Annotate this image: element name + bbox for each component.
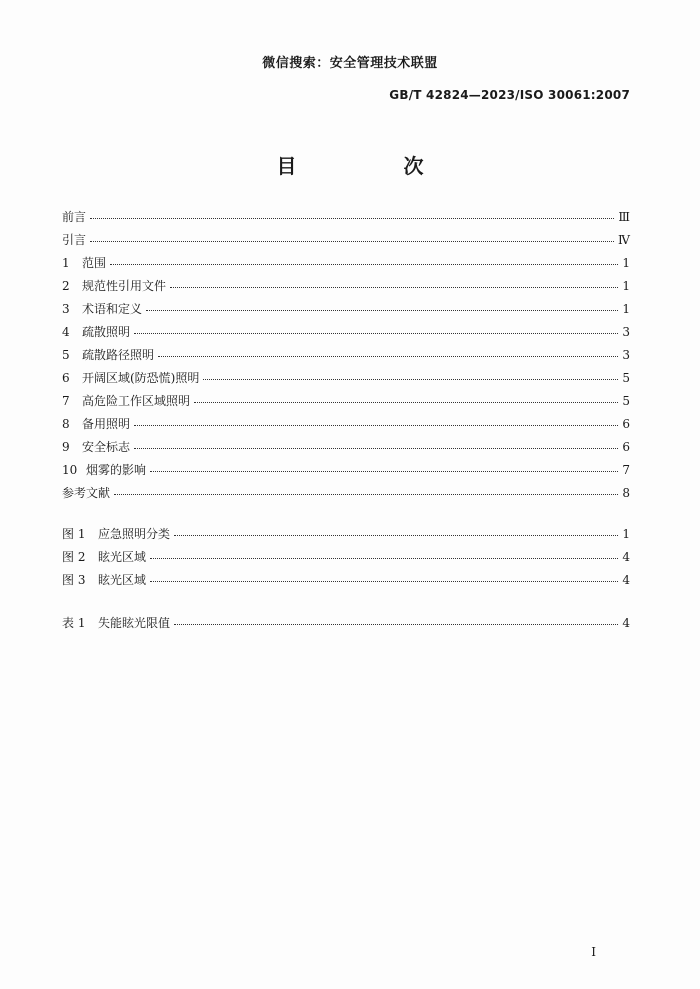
toc-entry-page: 4: [622, 616, 630, 630]
dot-leader: [174, 525, 618, 536]
toc-entry-page: 6: [622, 440, 630, 454]
dot-leader: [150, 571, 618, 582]
toc-entry-page: 3: [622, 325, 630, 339]
toc-entry-label: 备用照明: [82, 417, 131, 431]
toc-entry-section-2[interactable]: [62, 278, 630, 301]
toc-entry-page: 8: [622, 486, 630, 500]
toc-figures: [62, 526, 630, 595]
toc-entry-table-1[interactable]: [62, 615, 630, 638]
dot-leader: [146, 300, 618, 311]
dot-leader: [110, 254, 618, 265]
toc-entry-label: 引言: [62, 233, 87, 247]
toc-entry-number: 4: [62, 325, 70, 339]
toc-entry-page: 5: [622, 371, 630, 385]
dot-leader: [134, 438, 618, 449]
toc-entry-section-9[interactable]: [62, 439, 630, 462]
toc-entry-number: 图 3: [62, 573, 86, 587]
dot-leader: [134, 415, 618, 426]
dot-leader: [194, 392, 618, 403]
toc-sections: [62, 209, 630, 508]
toc-entry-label: 眩光区域: [98, 573, 147, 587]
toc-entry-foreword[interactable]: [62, 209, 630, 232]
toc-entry-label: 应急照明分类: [98, 527, 171, 541]
toc-entry-page: 1: [622, 256, 630, 270]
toc-entry-figure-3[interactable]: [62, 572, 630, 595]
toc-entry-label: 高危险工作区域照明: [82, 394, 191, 408]
toc-entry-page: Ⅳ: [618, 233, 630, 247]
toc-entry-label: 开阔区域(防恐慌)照明: [82, 371, 200, 385]
toc-entry-number: 10: [62, 463, 78, 477]
toc-entry-label: 疏散照明: [82, 325, 131, 339]
toc-entry-label: 术语和定义: [82, 302, 143, 316]
toc-title: 目 次: [276, 154, 474, 178]
toc-entry-section-5[interactable]: [62, 347, 630, 370]
toc-entry-label: 安全标志: [82, 440, 131, 454]
dot-leader: [150, 548, 618, 559]
toc-tables: [62, 615, 630, 638]
toc-entry-figure-1[interactable]: [62, 526, 630, 549]
toc-entry-page: 1: [622, 302, 630, 316]
toc-entry-number: 8: [62, 417, 70, 431]
toc-entry-label: 范围: [82, 256, 107, 270]
toc-entry-page: 4: [622, 573, 630, 587]
toc-entry-page: 1: [622, 279, 630, 293]
toc-entry-section-8[interactable]: [62, 416, 630, 439]
toc-entry-page: 5: [622, 394, 630, 408]
dot-leader: [170, 277, 618, 288]
toc-entry-section-6[interactable]: [62, 370, 630, 393]
toc-entry-label: 参考文献: [62, 486, 111, 500]
toc-entry-section-10[interactable]: [62, 462, 630, 485]
toc-entry-number: 3: [62, 302, 70, 316]
toc-entry-number: 图 1: [62, 527, 86, 541]
toc-entry-page: 3: [622, 348, 630, 362]
toc-entry-number: 1: [62, 256, 70, 270]
dot-leader: [134, 323, 618, 334]
dot-leader: [158, 346, 618, 357]
toc-entry-label: 疏散路径照明: [82, 348, 155, 362]
toc-entry-page: 7: [622, 463, 630, 477]
toc-entry-number: 2: [62, 279, 70, 293]
toc-entry-number: 9: [62, 440, 70, 454]
dot-leader: [90, 208, 614, 219]
toc-entry-section-1[interactable]: [62, 255, 630, 278]
toc-entry-bibliography[interactable]: [62, 485, 630, 508]
toc-entry-section-7[interactable]: [62, 393, 630, 416]
toc-entry-section-4[interactable]: [62, 324, 630, 347]
toc-entry-section-3[interactable]: [62, 301, 630, 324]
wechat-search-banner: 微信搜索：安全管理技术联盟: [262, 56, 438, 71]
dot-leader: [203, 369, 618, 380]
toc-entry-page: 6: [622, 417, 630, 431]
dot-leader: [114, 484, 618, 495]
toc-entry-page: Ⅲ: [618, 210, 630, 224]
dot-leader: [150, 461, 618, 472]
toc-entry-number: 图 2: [62, 550, 86, 564]
toc-entry-number: 5: [62, 348, 70, 362]
toc-entry-figure-2[interactable]: [62, 549, 630, 572]
toc-entry-label: 失能眩光限值: [98, 616, 171, 630]
toc-entry-number: 6: [62, 371, 70, 385]
toc-entry-number: 表 1: [62, 616, 86, 630]
dot-leader: [90, 231, 614, 242]
toc-entry-number: 7: [62, 394, 70, 408]
toc-entry-page: 1: [622, 527, 630, 541]
toc-entry-label: 前言: [62, 210, 87, 224]
toc-entry-page: 4: [622, 550, 630, 564]
toc-entry-label: 烟雾的影响: [86, 463, 147, 477]
toc-entry-introduction[interactable]: [62, 232, 630, 255]
standard-number: GB/T 42824—2023/ISO 30061:2007: [389, 88, 630, 102]
page-number: Ⅰ: [591, 945, 596, 959]
dot-leader: [174, 614, 618, 625]
toc-entry-label: 规范性引用文件: [82, 279, 167, 293]
toc-entry-label: 眩光区域: [98, 550, 147, 564]
